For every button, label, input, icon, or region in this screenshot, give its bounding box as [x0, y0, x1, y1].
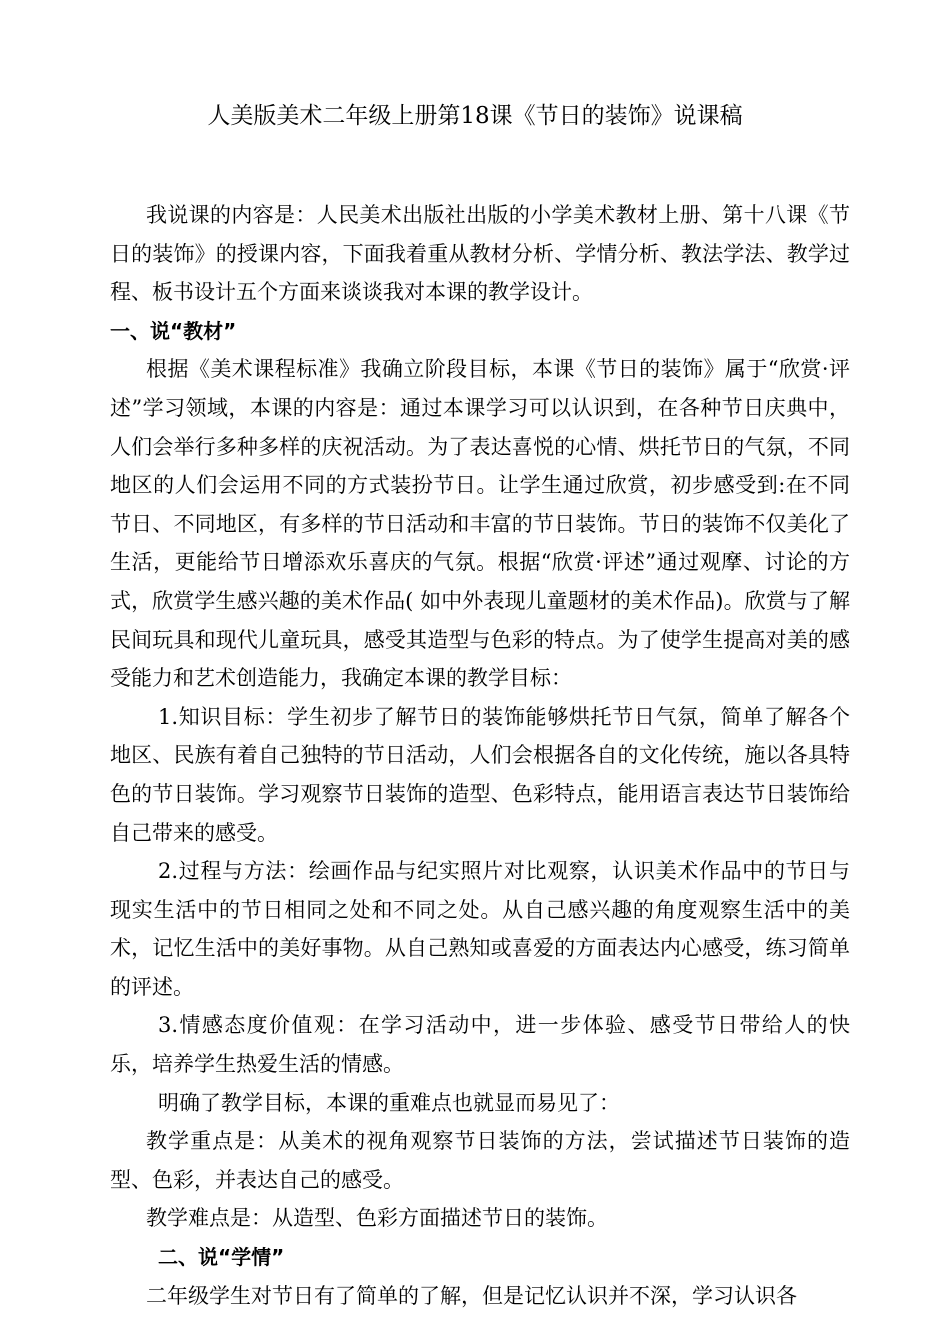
- teaching-difficulty-paragraph: 教学难点是：从造型、色彩方面描述节日的装饰。: [146, 1206, 608, 1231]
- knowledge-goal-paragraph: 1.知识目标：学生初步了解节日的装饰能够烘托节日气氛，简单了解各个地区、民族有着自己独特的节日活动，人们会根据各自的文化传统，施以各具特色的节日装饰。学习观察节日装饰的造型、色彩特点，能用语言表达节日装饰给自己带来的感受。: [110, 704, 850, 845]
- teaching-focus-paragraph: 教学重点是：从美术的视角观察节日装饰的方法，尝试描述节日装饰的造型、色彩，并表达自己的感受。: [110, 1129, 850, 1192]
- intro-paragraph: 我说课的内容是：人民美术出版社出版的小学美术教材上册、第十八课《节日的装饰》的授课内容，下面我着重从教材分析、学情分析、教法学法、教学过程、板书设计五个方面来谈谈我对本课的教学设计。: [110, 203, 850, 305]
- emotion-goal-paragraph: 3.情感态度价值观：在学习活动中，进一步体验、感受节日带给人的快乐，培养学生热爱生活的情感。: [110, 1013, 850, 1077]
- section-heading-textbook: 一、说“教材”: [110, 318, 237, 343]
- student-analysis-paragraph: 二年级学生对节日有了简单的了解，但是记忆认识并不深，学习认识各: [146, 1283, 797, 1308]
- section-heading-students: 二、说“学情”: [158, 1245, 285, 1270]
- document-body: [110, 196, 850, 1315]
- document-title: 人美版美术二年级上册第18课《节日的装饰》说课稿: [207, 103, 743, 129]
- process-method-goal-paragraph: 2.过程与方法：绘画作品与纪实照片对比观察，认识美术作品中的节日与现实生活中的节日相同之处和不同之处。从自己感兴趣的角度观察生活中的美术，记忆生活中的美好事物。从自己熟知或喜爱的方面表达内心感受，练习简单的评述。: [110, 859, 850, 999]
- textbook-analysis-paragraph: 根据《美术课程标准》我确立阶段目标，本课《节日的装饰》属于“欣赏·评述”学习领域，本课的内容是：通过本课学习可以认识到，在各种节日庆典中，人们会举行多种多样的庆祝活动。为了表达喜悦的心情、烘托节日的气氛，不同地区的人们会运用不同的方式装扮节日。让学生通过欣赏，初步感受到:在不同节日、不同地区，有多样的节日活动和丰富的节日装饰。节日的装饰不仅美化了生活，更能给节日增添欢乐喜庆的气氛。根据“欣赏·评述”通过观摩、讨论的方式，欣赏学生感兴趣的美术作品( 如中外表现儿童题材的美术作品)。欣赏与了解民间玩具和现代儿童玩具，感受其造型与色彩的特点。为了使学生提高对美的感受能力和艺术创造能力，我确定本课的教学目标：: [110, 357, 850, 691]
- key-difficulty-intro-paragraph: 明确了教学目标，本课的重难点也就显而易见了：: [158, 1090, 620, 1115]
